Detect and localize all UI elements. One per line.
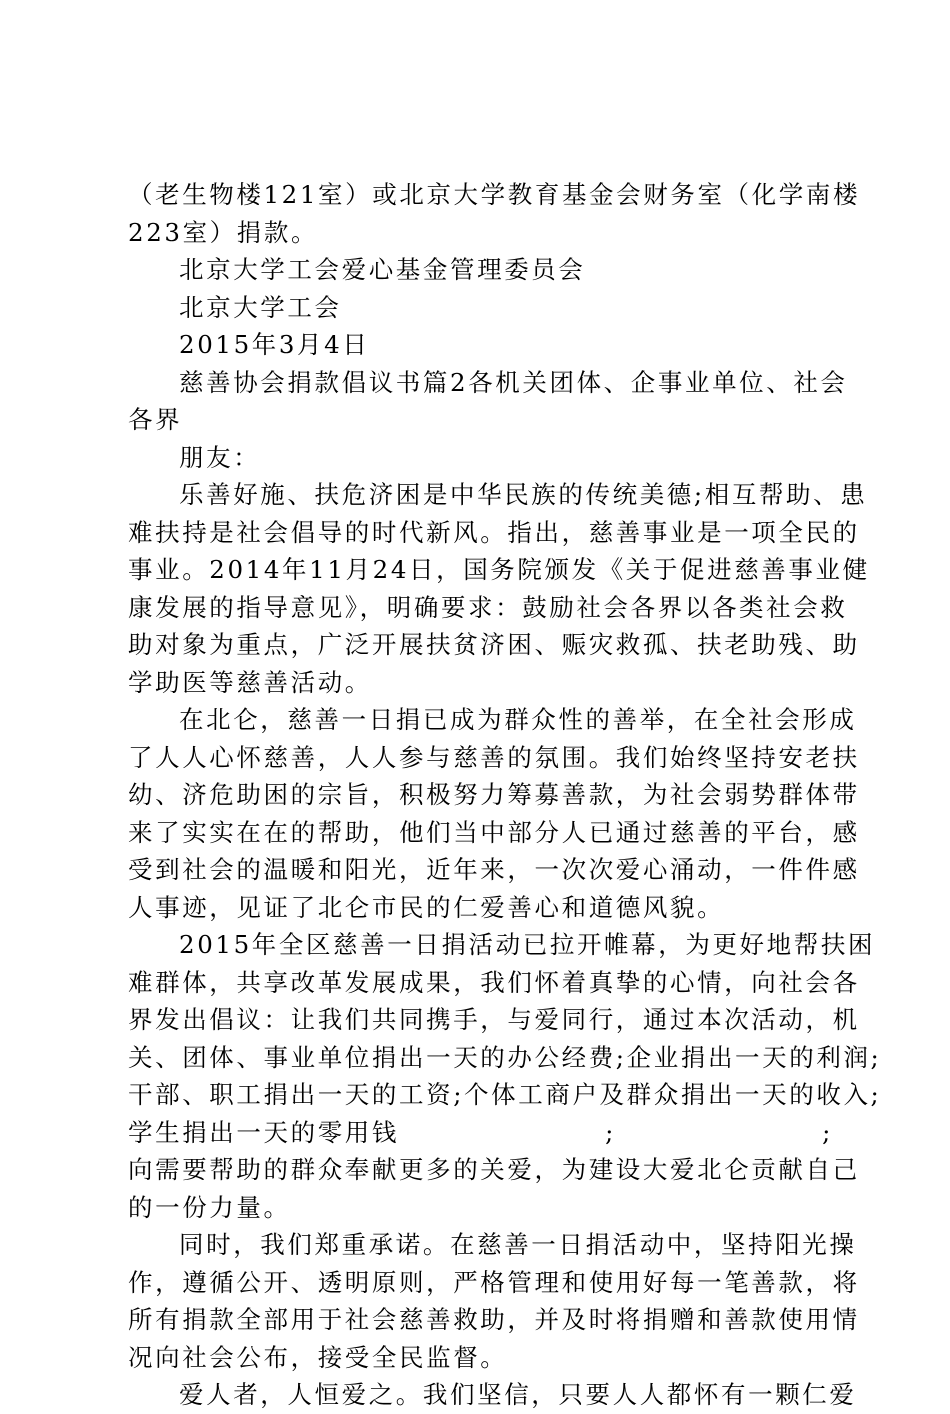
text-line: 干部、职工捐出一天的工资;个体工商户及群众捐出一天的收入; [128,1080,882,1109]
text-line: 作，遵循公开、透明原则，严格管理和使用好每一笔善款，将 [128,1267,860,1297]
text-line: 关、团体、事业单位捐出一天的办公经费;企业捐出一天的利润; [128,1042,882,1072]
paragraph-start: 爱人者，人恒爱之。我们坚信，只要人人都怀有一颗仁爱 [179,1380,857,1409]
salutation: 朋友： [179,442,261,472]
text-line: 人事迹，见证了北仑市民的仁爱善心和道德风貌。 [128,892,725,922]
paragraph-start: 2015年全区慈善一日捐活动已拉开帷幕，为更好地帮扶困 [179,930,876,959]
text-line: 康发展的指导意见》，明确要求：鼓励社会各界以各类社会救 [128,592,848,622]
text-segment: ; [605,1117,616,1147]
text-line: 受到社会的温暖和阳光，近年来，一次次爱心涌动，一件件感 [128,855,860,884]
spaced-line [128,1114,833,1152]
text-line: 向需要帮助的群众奉献更多的关爱，为建设大爱北仑贡献自己 [128,1155,860,1184]
text-line: 难群体，共享改革发展成果，我们怀着真挚的心情，向社会各 [128,967,860,997]
text-line: 所有捐款全部用于社会慈善救助，并及时将捐赠和善款使用情 [128,1305,860,1334]
paragraph-start: 在北仑，慈善一日捐已成为群众性的善举，在全社会形成 [179,705,857,734]
text-line: 界发出倡议：让我们共同携手，与爱同行，通过本次活动，机 [128,1005,860,1034]
text-line: 况向社会公布，接受全民监督。 [128,1342,508,1372]
text-line: （老生物楼121室）或北京大学教育基金会财务室（化学南楼 [128,180,861,209]
text-line: 223室）捐款。 [128,217,319,247]
text-line: 的一份力量。 [128,1192,291,1222]
text-line: 助对象为重点，广泛开展扶贫济困、赈灾救孤、扶老助残、助 [128,630,860,659]
text-line: 来了实实在在的帮助，他们当中部分人已通过慈善的平台，感 [128,817,860,847]
text-line: 事业。2014年11月24日，国务院颁发《关于促进慈善事业健 [128,555,870,584]
text-line: 幼、济危助困的宗旨，积极努力筹募善款，为社会弱势群体带 [128,780,860,809]
paragraph-start: 同时，我们郑重承诺。在慈善一日捐活动中，坚持阳光操 [179,1230,857,1259]
text-line: 了人人心怀慈善，人人参与慈善的氛围。我们始终坚持安老扶 [128,742,860,772]
signature-date: 2015年3月4日 [179,330,370,359]
document-page [128,176,882,1414]
signature-org: 北京大学工会爱心基金管理委员会 [179,255,586,284]
text-line: 难扶持是社会倡导的时代新风。指出，慈善事业是一项全民的 [128,517,860,547]
paragraph-start: 乐善好施、扶危济困是中华民族的传统美德;相互帮助、患 [179,480,868,509]
signature-union: 北京大学工会 [179,292,342,322]
text-segment: ; [822,1117,833,1147]
text-line: 学助医等慈善活动。 [128,667,372,697]
text-line: 各界 [128,405,183,434]
text-segment: 学生捐出一天的零用钱 [128,1117,399,1147]
section-heading: 慈善协会捐款倡议书篇2各机关团体、企事业单位、社会 [179,367,848,397]
